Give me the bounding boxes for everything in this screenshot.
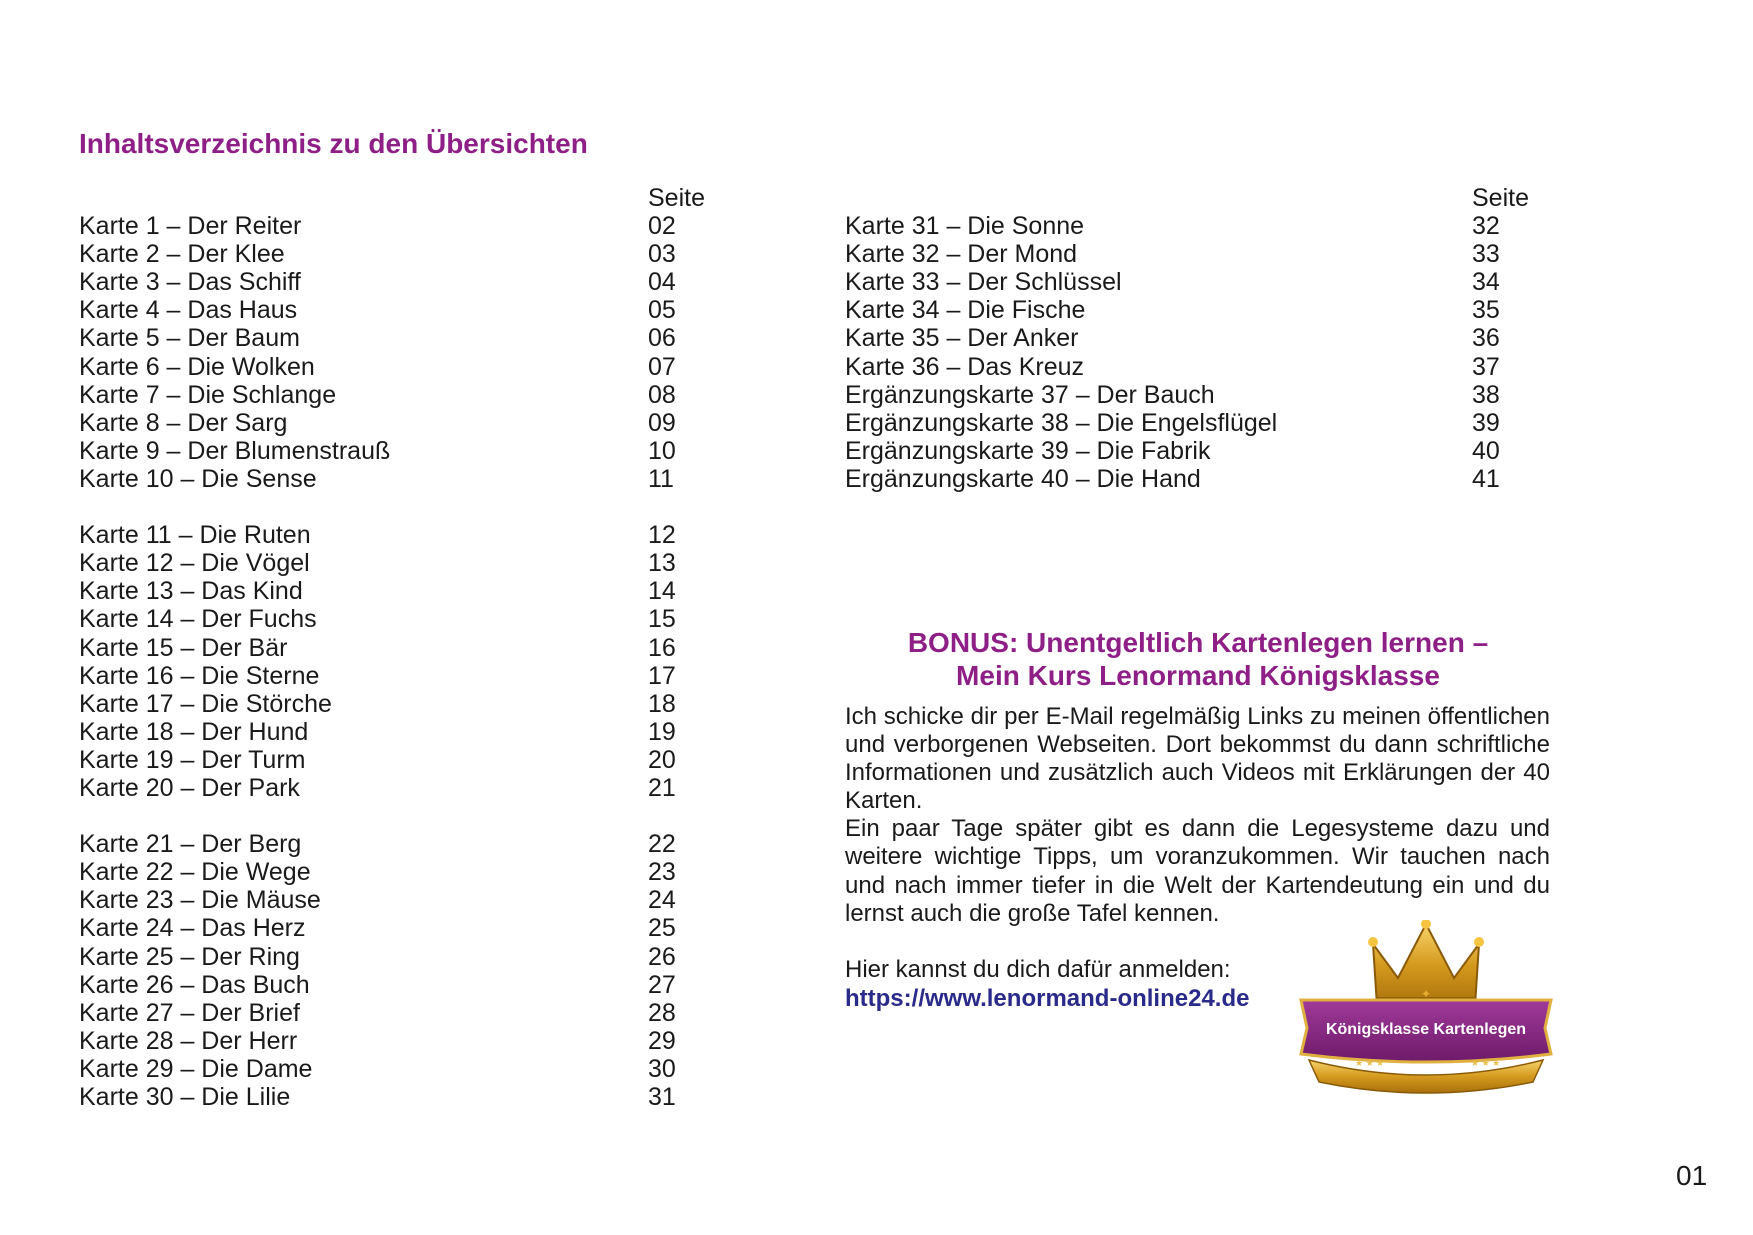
group-spacer: [79, 802, 719, 830]
toc-entry-label: Karte 3 – Das Schiff: [79, 268, 301, 297]
toc-entry-label: Karte 28 – Der Herr: [79, 1026, 298, 1055]
toc-entry-label: Karte 4 – Das Haus: [79, 296, 298, 325]
toc-entry-page: 37: [1472, 352, 1500, 381]
toc-entry: [845, 465, 1525, 493]
toc-entry-page: 15: [648, 605, 676, 634]
toc-entry-page: 39: [1472, 408, 1500, 437]
toc-entry-page: 24: [648, 886, 676, 915]
toc-entry-label: Karte 24 – Das Herz: [79, 914, 306, 943]
toc-entry-page: 38: [1472, 380, 1500, 409]
toc-entry-page: 32: [1472, 212, 1500, 241]
koenigsklasse-logo: [1295, 920, 1557, 1096]
logo-text: Königsklasse Kartenlegen: [1325, 1021, 1527, 1038]
toc-entry-label: Karte 25 – Der Ring: [79, 942, 300, 971]
toc-entry: [79, 774, 719, 802]
toc-entry: [79, 268, 719, 296]
toc-entry-label: Karte 1 – Der Reiter: [79, 212, 302, 241]
toc-entry: [79, 465, 719, 493]
toc-entry-page: 17: [648, 661, 676, 690]
toc-entry-label: Ergänzungskarte 39 – Die Fabrik: [845, 436, 1211, 465]
toc-entry-label: Karte 20 – Der Park: [79, 773, 300, 802]
toc-entry-page: 22: [648, 830, 676, 859]
toc-entry: [79, 914, 719, 942]
bonus-paragraph: Ich schicke dir per E-Mail regelmäßig Links zu meinen öffentlichen und verborgenen Webseiten. Dort bekommst du dann schriftliche Informationen und zusätzlich auch Videos mit Erklärungen der 40 Karten.: [845, 703, 1550, 815]
toc-entry: [79, 409, 719, 437]
toc-entry-label: Karte 18 – Der Hund: [79, 717, 309, 746]
toc-left-column: [79, 184, 719, 1111]
toc-entry-page: 25: [648, 914, 676, 943]
toc-entry-page: 23: [648, 858, 676, 887]
toc-entry: [845, 240, 1525, 268]
toc-entry-label: Karte 27 – Der Brief: [79, 998, 300, 1027]
toc-entry: [845, 437, 1525, 465]
toc-entry-page: 30: [648, 1054, 676, 1083]
toc-entry-label: Karte 35 – Der Anker: [845, 324, 1079, 353]
toc-entry-page: 20: [648, 745, 676, 774]
toc-entry-page: 21: [648, 773, 676, 802]
toc-entry-page: 29: [648, 1026, 676, 1055]
toc-entry-page: 33: [1472, 240, 1500, 269]
toc-entry-page: 16: [648, 633, 676, 662]
toc-entry: [845, 409, 1525, 437]
toc-entry-label: Ergänzungskarte 40 – Die Hand: [845, 464, 1201, 493]
toc-entry-label: Karte 15 – Der Bär: [79, 633, 288, 662]
toc-entry-page: 09: [648, 408, 676, 437]
toc-entry-label: Karte 26 – Das Buch: [79, 970, 310, 999]
toc-entry-label: Karte 5 – Der Baum: [79, 324, 300, 353]
toc-entry: [79, 886, 719, 914]
toc-entry: [79, 746, 719, 774]
page-column-header: Seite: [1472, 184, 1529, 212]
toc-entry: [845, 296, 1525, 324]
toc-entry-page: 14: [648, 577, 676, 606]
bonus-title-line: BONUS: Unentgeltlich Kartenlegen lernen –: [907, 627, 1489, 658]
toc-entry: [79, 830, 719, 858]
toc-entry-label: Karte 34 – Die Fische: [845, 296, 1086, 325]
toc-entry-label: Karte 11 – Die Ruten: [79, 521, 311, 550]
toc-entry: [845, 353, 1525, 381]
toc-entry-label: Karte 10 – Die Sense: [79, 464, 317, 493]
toc-entry: [79, 971, 719, 999]
toc-entry-page: 05: [648, 296, 676, 325]
toc-entry-label: Karte 7 – Die Schlange: [79, 380, 337, 409]
toc-entry-label: Karte 22 – Die Wege: [79, 858, 311, 887]
toc-entry: [79, 1055, 719, 1083]
toc-entry: [79, 521, 719, 549]
toc-entry-page: 07: [648, 352, 676, 381]
toc-entry: [79, 353, 719, 381]
toc-entry-page: 36: [1472, 324, 1500, 353]
toc-entry-page: 41: [1472, 464, 1500, 493]
page-column-header: Seite: [648, 184, 705, 212]
toc-entry-label: Karte 29 – Die Dame: [79, 1054, 313, 1083]
svg-text:★ ★ ★: ★ ★ ★: [1471, 1058, 1501, 1068]
toc-entry: [79, 381, 719, 409]
toc-entry: [845, 268, 1525, 296]
toc-entry-label: Karte 14 – Der Fuchs: [79, 605, 317, 634]
toc-entry-page: 08: [648, 380, 676, 409]
toc-entry-page: 12: [648, 521, 676, 550]
toc-entry: [79, 634, 719, 662]
toc-entry-label: Karte 8 – Der Sarg: [79, 408, 288, 437]
signup-text: Hier kannst du dich dafür anmelden:: [845, 956, 1231, 983]
toc-entry: [79, 296, 719, 324]
toc-entry-page: 11: [648, 464, 674, 493]
page-number: 01: [1676, 1160, 1708, 1191]
toc-entry-page: 40: [1472, 436, 1500, 465]
toc-entry-page: 18: [648, 689, 676, 718]
toc-entry: [79, 858, 719, 886]
toc-entry: [79, 943, 719, 971]
signup-link[interactable]: https://www.lenormand-online24.de: [845, 985, 1250, 1012]
svg-text:★ ★ ★: ★ ★ ★: [1355, 1058, 1385, 1068]
toc-entry-page: 19: [648, 717, 676, 746]
bonus-body: [845, 703, 1550, 928]
crown-icon: [1295, 920, 1557, 1096]
toc-entry: [79, 690, 719, 718]
toc-entry-page: 02: [648, 212, 676, 241]
toc-entry-page: 13: [648, 549, 676, 578]
toc-entry: [79, 999, 719, 1027]
toc-entry: [79, 212, 719, 240]
toc-entry-label: Ergänzungskarte 38 – Die Engelsflügel: [845, 408, 1278, 437]
group-spacer: [79, 493, 719, 521]
toc-right-column: [845, 184, 1529, 493]
toc-entry: [79, 1027, 719, 1055]
toc-entry: [845, 381, 1525, 409]
toc-entry-label: Karte 13 – Das Kind: [79, 577, 303, 606]
toc-entry: [845, 324, 1525, 352]
toc-entry-label: Karte 36 – Das Kreuz: [845, 352, 1085, 381]
toc-entry: [79, 240, 719, 268]
toc-entry-page: 06: [648, 324, 676, 353]
toc-entry: [845, 212, 1525, 240]
bonus-title: [843, 626, 1553, 692]
svg-text:✦: ✦: [1420, 987, 1432, 1001]
toc-entry-page: 27: [648, 970, 676, 999]
toc-entry-label: Ergänzungskarte 37 – Der Bauch: [845, 380, 1215, 409]
toc-entry-label: Karte 30 – Die Lilie: [79, 1083, 291, 1111]
toc-entry-label: Karte 9 – Der Blumenstrauß: [79, 436, 391, 465]
signup-block: [845, 955, 1249, 1013]
toc-entry: [79, 549, 719, 577]
toc-entry-label: Karte 31 – Die Sonne: [845, 212, 1085, 241]
toc-entry-page: 28: [648, 998, 676, 1027]
toc-entry-label: Karte 2 – Der Klee: [79, 240, 285, 269]
toc-entry-label: Karte 12 – Die Vögel: [79, 549, 310, 578]
toc-entry-page: 34: [1472, 268, 1500, 297]
bonus-title-line: Mein Kurs Lenormand Königsklasse: [956, 660, 1440, 691]
toc-entry-page: 31: [648, 1083, 676, 1111]
toc-entry: [79, 718, 719, 746]
toc-entry: [79, 605, 719, 633]
toc-entry-page: 04: [648, 268, 676, 297]
toc-entry-label: Karte 33 – Der Schlüssel: [845, 268, 1122, 297]
toc-entry-page: 10: [648, 436, 676, 465]
toc-entry: [79, 437, 719, 465]
toc-entry-label: Karte 6 – Die Wolken: [79, 352, 315, 381]
toc-entry-page: 35: [1472, 296, 1500, 325]
toc-entry: [79, 662, 719, 690]
toc-entry: [79, 1083, 719, 1111]
toc-entry-page: 26: [648, 942, 676, 971]
toc-title: Inhaltsverzeichnis zu den Übersichten: [79, 128, 588, 159]
toc-entry-label: Karte 21 – Der Berg: [79, 830, 302, 859]
toc-entry-label: Karte 16 – Die Sterne: [79, 661, 320, 690]
toc-entry-label: Karte 17 – Die Störche: [79, 689, 332, 718]
bonus-paragraph: Ein paar Tage später gibt es dann die Legesysteme dazu und weitere wichtige Tipps, um voranzukommen. Wir tauchen nach und nach immer tiefer in die Welt der Kartendeutung ein und du lernst auch die große Tafel kennen.: [845, 815, 1550, 927]
toc-entry-label: Karte 19 – Der Turm: [79, 745, 306, 774]
toc-entry-page: 03: [648, 240, 676, 269]
toc-entry: [79, 324, 719, 352]
toc-entry: [79, 577, 719, 605]
toc-entry-label: Karte 32 – Der Mond: [845, 240, 1078, 269]
toc-entry-label: Karte 23 – Die Mäuse: [79, 886, 321, 915]
